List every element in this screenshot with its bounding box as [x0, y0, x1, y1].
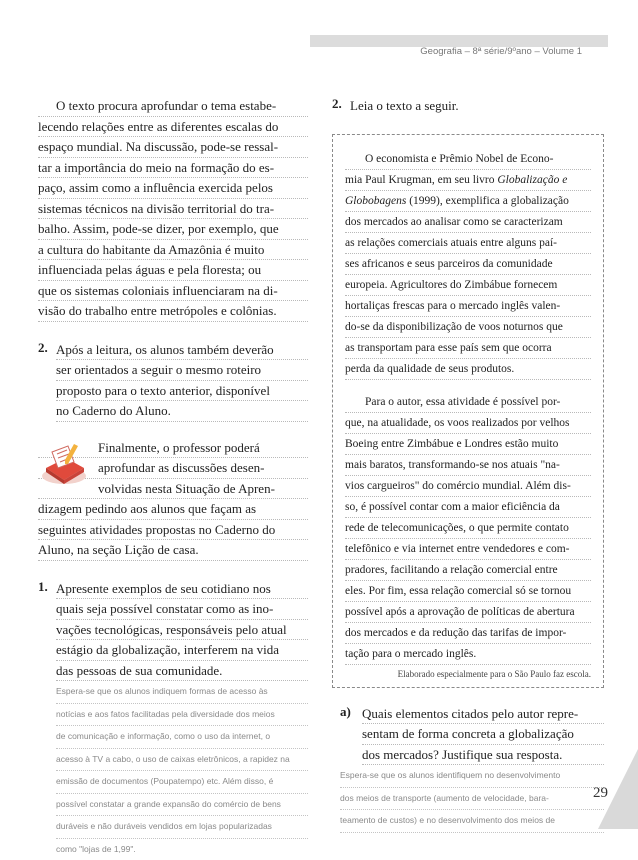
box-line: hortaliças frescas para o mercado inglês valen-	[345, 296, 591, 317]
left-column	[38, 96, 308, 860]
box-line: Globobagens (1999), exemplifica a globalização	[345, 191, 591, 212]
item-line: ser orientados a seguir o mesmo roteiro	[56, 360, 308, 381]
item-line: das pessoas de sua comunidade.	[56, 661, 308, 682]
answer-line: Espera-se que os alunos indiquem formas de acesso às	[56, 681, 308, 704]
question-marker: a)	[340, 704, 362, 766]
box-line: so, é possível contar com a maior eficiência da	[345, 497, 591, 518]
box-line: telefônico e via internet entre vendedores e com-	[345, 539, 591, 560]
question-a-text	[362, 704, 604, 766]
item-2-label: Leia o texto a seguir.	[350, 96, 459, 116]
box-line: mais baratos, transformando-se nos atuais "na-	[345, 455, 591, 476]
final-line: dizagem pedindo aos alunos que façam as	[38, 499, 308, 520]
intro-line: tar a importância do meio na formação do es-	[38, 158, 308, 179]
right-column	[332, 96, 604, 833]
box-line: vios cargueiros" do comércio mundial. Além dis-	[345, 476, 591, 497]
box-line: as relações comerciais atuais entre alguns paí-	[345, 233, 591, 254]
item-line: vações tecnológicas, responsáveis pelo atual	[56, 620, 308, 641]
final-line: seguintes atividades propostas no Caderno do	[38, 520, 308, 541]
answer-line: dos meios de transporte (aumento de velocidade, bara-	[340, 788, 604, 811]
answer-line: Espera-se que os alunos identifiquem no desenvolvimento	[340, 765, 604, 788]
item-line: quais seja possível constatar como as ino-	[56, 599, 308, 620]
answer-line: de comunicação e informação, como o uso da internet, o	[56, 726, 308, 749]
homework-icon	[38, 438, 90, 490]
item-line: Apresente exemplos de seu cotidiano nos	[56, 579, 308, 600]
item-1-text	[56, 579, 308, 682]
item-marker: 1.	[38, 579, 56, 860]
intro-line: que os sistemas coloniais influenciaram na di-	[38, 281, 308, 302]
homework-block	[38, 438, 308, 561]
item-1-body	[56, 579, 308, 860]
intro-line: paço, assim como a influência exercida pelos	[38, 178, 308, 199]
box-line: europeia. Agricultores do Zimbábue fornecem	[345, 275, 591, 296]
answer-line: como "lojas de 1,99".	[56, 839, 308, 860]
quoted-text-box	[332, 134, 604, 688]
box-line: pradores, facilitando a relação comercial entre	[345, 560, 591, 581]
answer-1	[56, 681, 308, 860]
item-marker: 2.	[38, 340, 56, 422]
final-line: volvidas nesta Situação de Apren-	[38, 479, 308, 500]
box-paragraph-2	[345, 392, 591, 665]
answer-line: notícias e aos fatos facilitadas pela diversidade dos meios	[56, 704, 308, 727]
intro-line: visão do trabalho entre metrópoles e colônias.	[38, 301, 308, 322]
question-line: Quais elementos citados pelo autor repre-	[362, 704, 604, 725]
box-line: dos mercados ao analisar como se caracterizam	[345, 212, 591, 233]
item-2-right	[332, 96, 604, 116]
box-line: as transportam para esse país sem que ocorra	[345, 338, 591, 359]
question-a	[332, 704, 604, 766]
box-line: mia Paul Krugman, em seu livro Globalização e	[345, 170, 591, 191]
intro-line: balho. Assim, pode-se dizer, por exemplo, que	[38, 219, 308, 240]
answer-line: duráveis e não duráveis vendidos em lojas popularizadas	[56, 816, 308, 839]
box-line: possível após a aprovação de políticas de abertura	[345, 602, 591, 623]
intro-line: sistemas técnicos na divisão territorial do tra-	[38, 199, 308, 220]
box-source: Elaborado especialmente para o São Paulo faz escola.	[345, 669, 591, 679]
box-line: do-se da disponibilização de voos noturnos que	[345, 317, 591, 338]
box-line: perda da qualidade de seus produtos.	[345, 359, 591, 380]
answer-line: acesso à TV a cabo, o uso de caixas eletrônicos, a rapidez na	[56, 749, 308, 772]
box-line: Para o autor, essa atividade é possível por-	[345, 392, 591, 413]
intro-line: espaço mundial. Na discussão, pode-se ressal-	[38, 137, 308, 158]
item-2-text	[56, 340, 308, 422]
answer-line: teamento de custos) e no desenvolvimento dos meios de	[340, 810, 604, 833]
box-line: rede de telecomunicações, o que permite contato	[345, 518, 591, 539]
running-title: Geografia – 8ª série/9ºano – Volume 1	[420, 46, 582, 57]
intro-line: lecendo relações entre as diferentes escalas do	[38, 117, 308, 138]
item-line: proposto para o texto anterior, disponível	[56, 381, 308, 402]
intro-line: influenciada pelas águas e pela floresta; ou	[38, 260, 308, 281]
box-line: tação para o mercado inglês.	[345, 644, 591, 665]
intro-line: O texto procura aprofundar o tema estabe-	[38, 96, 308, 117]
item-line: no Caderno do Aluno.	[56, 401, 308, 422]
box-line: que, na atualidade, os voos realizados por velhos	[345, 413, 591, 434]
question-line: sentam de forma concreta a globalização	[362, 724, 604, 745]
answer-a	[332, 765, 604, 833]
final-line: Finalmente, o professor poderá	[38, 438, 308, 459]
item-2-left	[38, 340, 308, 422]
intro-line: a cultura do habitante da Amazônia é muito	[38, 240, 308, 261]
box-paragraph-1	[345, 149, 591, 380]
page-number: 29	[593, 785, 608, 802]
box-line: dos mercados e da redução das tarifas de impor-	[345, 623, 591, 644]
item-marker: 2.	[332, 96, 350, 116]
box-line: eles. Por fim, essa relação comercial só se tornou	[345, 581, 591, 602]
final-line: Aluno, na seção Lição de casa.	[38, 540, 308, 561]
item-line: Após a leitura, os alunos também deverão	[56, 340, 308, 361]
box-line: O economista e Prêmio Nobel de Econo-	[345, 149, 591, 170]
question-line: dos mercados? Justifique sua resposta.	[362, 745, 604, 766]
box-line: Boeing entre Zimbábue e Londres estão muito	[345, 434, 591, 455]
final-line: aprofundar as discussões desen-	[38, 458, 308, 479]
item-line: estágio da globalização, interferem na vida	[56, 640, 308, 661]
page-corner-icon	[598, 749, 638, 829]
answer-line: emissão de documentos (Poupatempo) etc. Além disso, é	[56, 771, 308, 794]
box-line: ses africanos e seus parceiros da comunidade	[345, 254, 591, 275]
item-1	[38, 579, 308, 860]
answer-line: possível constatar a grande expansão do comércio de bens	[56, 794, 308, 817]
intro-paragraph	[38, 96, 308, 322]
